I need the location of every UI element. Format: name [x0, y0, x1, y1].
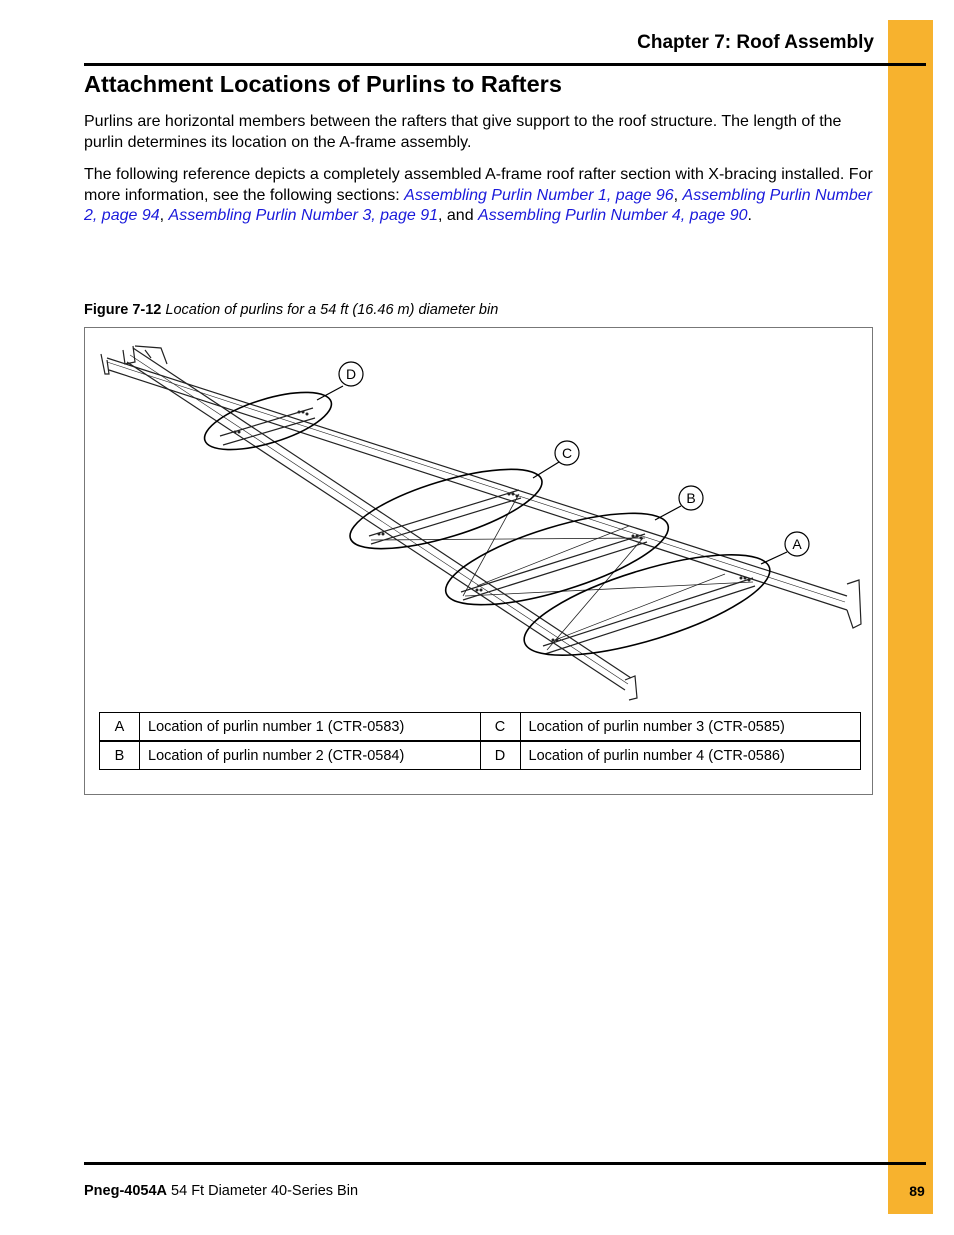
footer [84, 1183, 358, 1199]
separator-text: , [673, 186, 683, 204]
separator-text: , and [438, 207, 479, 224]
figure-caption [84, 302, 498, 318]
purlin-ellipses [198, 381, 779, 676]
callout-a-label: A [792, 536, 802, 552]
chapter-heading: Chapter 7: Roof Assembly [637, 32, 874, 53]
legend-description: Location of purlin number 4 (CTR-0586) [520, 741, 861, 770]
reference-intro-text: The following reference depicts a completely assembled A-frame roof rafter section with X-bracing installed. For more information, see the following sections: [84, 166, 873, 204]
chapter-side-tab [888, 20, 933, 1214]
link-purlin-3[interactable]: Assembling Purlin Number 3, page 91 [168, 207, 438, 224]
legend-key: B [100, 741, 140, 770]
link-purlin-4[interactable]: Assembling Purlin Number 4, page 90 [478, 207, 748, 224]
figure-caption-text: Location of purlins for a 54 ft (16.46 m) diameter bin [165, 302, 499, 318]
legend-description: Location of purlin number 3 (CTR-0585) [520, 713, 861, 742]
figure-number: Figure 7-12 [84, 302, 162, 318]
header-rule [84, 63, 926, 66]
rafter-assembly-drawing [85, 328, 872, 708]
rafter-frame [101, 346, 861, 700]
legend-row [100, 713, 861, 742]
callout-b-label: B [686, 490, 696, 506]
link-purlin-2[interactable]: Assembling Purlin Number 2, page 94 [84, 186, 872, 224]
callout-a [785, 532, 809, 556]
figure-frame [84, 327, 873, 795]
callout-c-label: C [561, 445, 573, 461]
callout-leaders [317, 386, 787, 564]
legend-key: C [480, 713, 520, 742]
footer-rule [84, 1162, 926, 1165]
section-title: Attachment Locations of Purlins to Rafters [84, 71, 562, 97]
end-text: . [747, 207, 752, 224]
intro-paragraph: Purlins are horizontal members between the rafters that give support to the roof structure. The length of the purlin determines its location on the A-frame assembly. [84, 113, 842, 151]
bolt-holes [234, 411, 751, 642]
reference-paragraph [84, 165, 874, 227]
legend-description: Location of purlin number 1 (CTR-0583) [140, 713, 481, 742]
link-purlin-1[interactable]: Assembling Purlin Number 1, page 96 [404, 186, 674, 204]
callout-b [679, 486, 703, 510]
callout-d [339, 362, 363, 386]
page-number: 89 [909, 1183, 925, 1199]
legend-key: A [100, 713, 140, 742]
legend-description: Location of purlin number 2 (CTR-0584) [140, 741, 481, 770]
callout-d-label: D [345, 366, 357, 382]
legend-row [100, 741, 861, 770]
callout-c [555, 441, 579, 465]
document-id: Pneg-4054A [84, 1183, 168, 1199]
separator-text: , [159, 207, 169, 224]
legend-key: D [480, 741, 520, 770]
legend-table [99, 712, 861, 770]
document-title: 54 Ft Diameter 40-Series Bin [167, 1183, 359, 1199]
